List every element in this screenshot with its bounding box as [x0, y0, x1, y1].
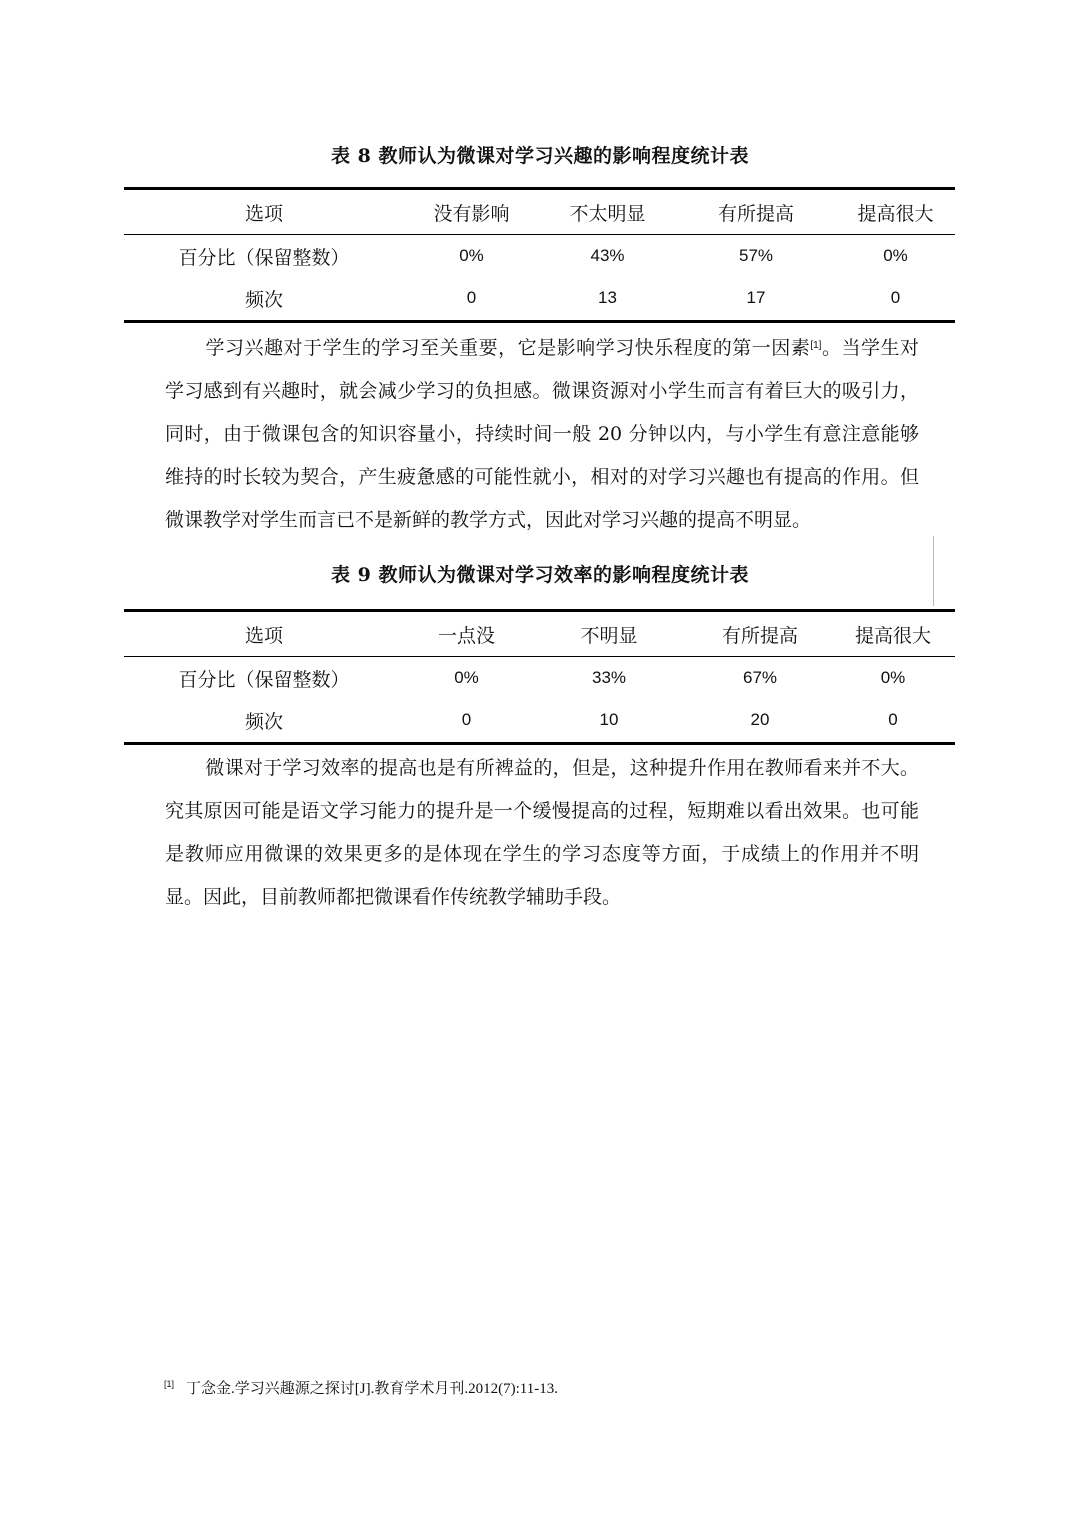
table8-row-label: 频次 — [244, 288, 283, 311]
table9-cell: 10 — [599, 710, 619, 729]
table9-header-cell: 不明显 — [529, 612, 689, 657]
table9-cell: 20 — [750, 710, 770, 729]
table9-cell: 0% — [880, 668, 906, 687]
table9-bottom-rule — [124, 742, 955, 745]
table9-cell: 0 — [461, 710, 472, 729]
table8-caption: 表 8 教师认为微课对学习兴趣的影响程度统计表 — [331, 145, 749, 167]
paragraph-interest — [165, 324, 919, 542]
table8-cell: 43% — [590, 246, 625, 265]
table8-cell: 17 — [746, 288, 766, 307]
table9-header-cell: 选项 — [124, 612, 404, 657]
paragraph-text: 学习兴趣对于学生的学习至关重要，它是影响学习快乐程度的第一因素 — [205, 337, 811, 359]
table8-cell: 13 — [598, 288, 617, 307]
table-row — [124, 657, 955, 700]
table8-header-cell: 选项 — [124, 190, 404, 235]
footnote-text: 丁念金.学习兴趣源之探讨[J].教育学术月刊.2012(7):11-13. — [186, 1381, 558, 1397]
table8-cell: 0 — [890, 288, 901, 307]
footnote — [164, 1377, 558, 1398]
table8-bottom-rule — [124, 320, 955, 323]
table9-header-cell: 有所提高 — [689, 612, 831, 657]
table8-cell: 0% — [459, 246, 484, 265]
table9-cell: 0 — [888, 710, 898, 729]
table8-cell: 0% — [883, 246, 908, 265]
table8-header-cell: 有所提高 — [676, 190, 836, 235]
table-row — [124, 235, 955, 278]
footnote-mark: [1] — [164, 1379, 175, 1389]
table9-caption: 表 9 教师认为微课对学习效率的影响程度统计表 — [331, 564, 749, 586]
table8-cell: 0 — [466, 288, 477, 307]
table8-row-label: 百分比（保留整数） — [178, 246, 350, 269]
table8-header-cell: 没有影响 — [404, 190, 539, 235]
table9-cell: 33% — [591, 668, 627, 687]
table9-header-cell: 一点没 — [404, 612, 529, 657]
table8-header-cell: 提高很大 — [836, 190, 955, 235]
table8-header-row — [124, 190, 955, 235]
paragraph-text: 。当学生对学习感到有兴趣时，就会减少学习的负担感。微课资源对小学生而言有着巨大的吸引力，同时，由于微课包含的知识容量小，持续时间一般 20 分钟以内，与小学生有意注意能够维持的时长较为契合，产生疲惫感的可能性就小，相对的对学习兴趣也有提高的作用。但微课教学对学生而言已不是新鲜的教学方式，因此对学习兴趣的提高不明显。 — [165, 337, 919, 531]
paragraph-text: 微课对于学习效率的提高也是有所裨益的，但是，这种提升作用在教师看来并不大。究其原因可能是语文学习能力的提升是一个缓慢提高的过程，短期难以看出效果。也可能是教师应用微课的效果更多的是体现在学生的学习态度等方面，于成绩上的作用并不明显。因此，目前教师都把微课看作传统教学辅助手段。 — [165, 757, 919, 908]
table8-cell: 57% — [738, 246, 774, 265]
table9 — [124, 612, 955, 741]
paragraph-efficiency — [165, 747, 919, 919]
table8 — [124, 190, 955, 319]
table8-header-cell: 不太明显 — [539, 190, 676, 235]
table9-row-label: 百分比（保留整数） — [178, 668, 350, 691]
table-row — [124, 699, 955, 741]
table9-header-row — [124, 612, 955, 657]
table9-row-label: 频次 — [244, 710, 283, 733]
table9-cell: 67% — [742, 668, 778, 687]
citation-ref: [1] — [810, 340, 822, 351]
table-row — [124, 277, 955, 319]
table9-cell: 0% — [454, 668, 479, 687]
table9-header-cell: 提高很大 — [831, 612, 955, 657]
